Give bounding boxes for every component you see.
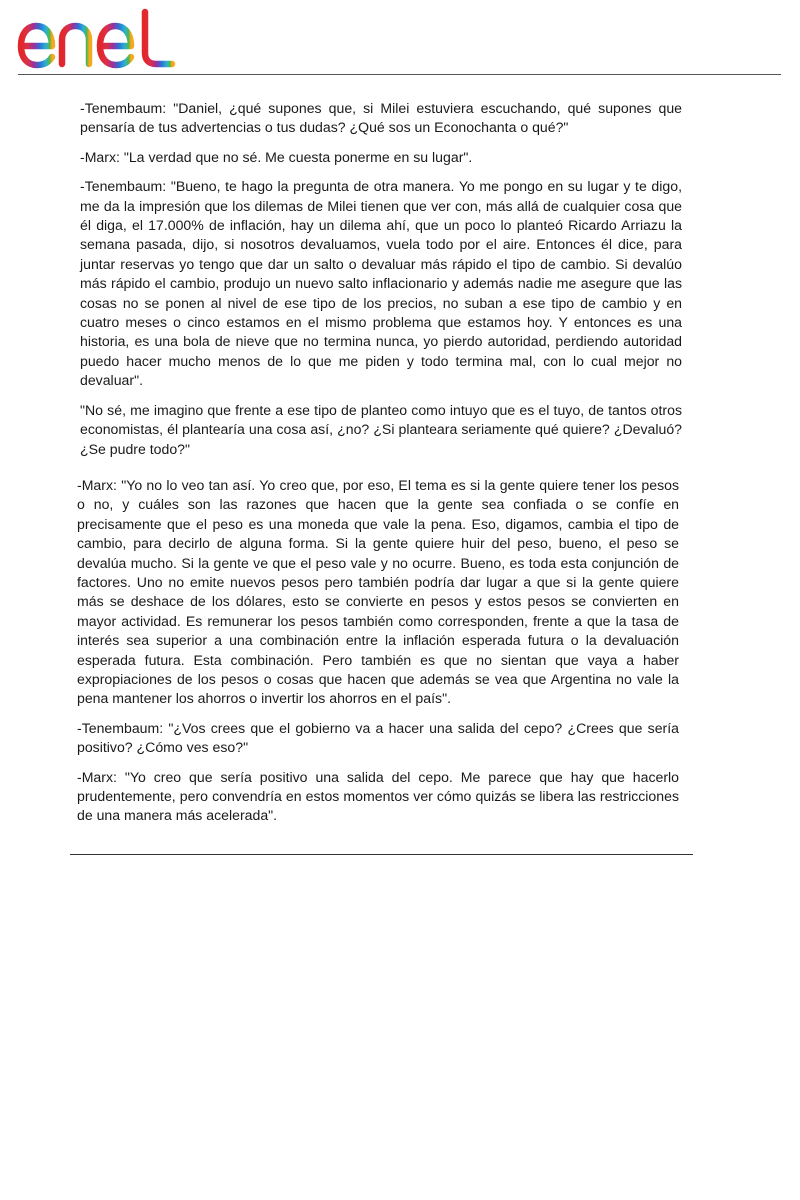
paragraph: -Tenembaum: "Daniel, ¿qué supones que, si Milei estuviera escuchando, qué supones que pensaría de tus advertencias o tus dudas? ¿Qué sos un Econochanta o qué?"	[80, 100, 682, 136]
paragraph: -Marx: "Yo no lo veo tan así. Yo creo que, por eso, El tema es si la gente quiere tener los pesos o no, y cuáles son las razones que hacen que la gente sea confiada o se confíe en precisamente que el peso es una moneda que vale la pena. Eso, digamos, cambia el tipo de cambio, para decirlo de alguna forma. Si la gente quiere huir del peso, bueno, el peso se devalúa mucho. Si la gente ve que el peso vale y no ocurre. Bueno, es toda esta conjunción de factores. Uno no emite nuevos pesos pero también podría dar lugar a que si la gente quiere más se deshace de los dólares, esto se convierte en pesos y estos pesos se convierten en mayor actividad. Es remunerar los pesos también como corresponden, frente a que la tasa de interés sea superior a una combinación entre la inflación esperada futura o la devaluación esperada futura. Esta combinación. Pero también es que no sientan que vaya a haber expropiaciones de los pesos o cosas que hacen que además se vea que Argentina no vale la pena mantener los ahorros o invertir los ahorros en el país".	[77, 476, 679, 707]
header-divider	[18, 74, 781, 75]
paragraph: -Marx: "La verdad que no sé. Me cuesta ponerme en su lugar".	[80, 148, 473, 165]
footer-divider	[70, 854, 693, 855]
paragraph: -Marx: "Yo creo que sería positivo una salida del cepo. Me parece que hay que hacerlo prudentemente, pero convendría en estos momentos ver cómo quizás se libera las restricciones de una manera más acelerada".	[77, 768, 679, 824]
enel-logo	[14, 6, 184, 72]
page-header	[0, 0, 800, 76]
paragraph: "No sé, me imagino que frente a ese tipo de planteo como intuyo que es el tuyo, de tantos otros economistas, él plantearía una cosa así, ¿no? ¿Si planteara seriamente qué quiere? ¿Devaluó? ¿Se pudre todo?"	[80, 401, 682, 457]
paragraph: -Tenembaum: "Bueno, te hago la pregunta de otra manera. Yo me pongo en su lugar y te digo, me da la impresión que los dilemas de Milei tienen que ver con, más allá de cualquier cosa que él diga, el 17.000% de inflación, hay un dilema ahí, que un poco lo planteó Ricardo Arriazu la semana pasada, dijo, si nosotros devaluamos, vuela todo por el aire. Entonces él dice, para juntar reservas yo tengo que dar un salto o devaluar más rápido el tipo de cambio. Si devalúo más rápido el cambio, produjo un nuevo salto inflacionario y además nadie me asegure que las cosas no se ponen al nivel de ese tipo de los precios, no suban a ese tipo de cambio y en cuatro meses o cinco estamos en el mismo problema que estamos hoy. Y entonces es una historia, es una bola de nieve que no termina nunca, yo pierdo autoridad, perdiendo autoridad puedo hacer mucho menos de lo que me piden y todo termina mal, con lo cual mejor no devaluar".	[80, 178, 682, 389]
paragraph: -Tenembaum: "¿Vos crees que el gobierno va a hacer una salida del cepo? ¿Crees que sería positivo? ¿Cómo ves eso?"	[77, 719, 679, 756]
article-body	[77, 99, 682, 836]
